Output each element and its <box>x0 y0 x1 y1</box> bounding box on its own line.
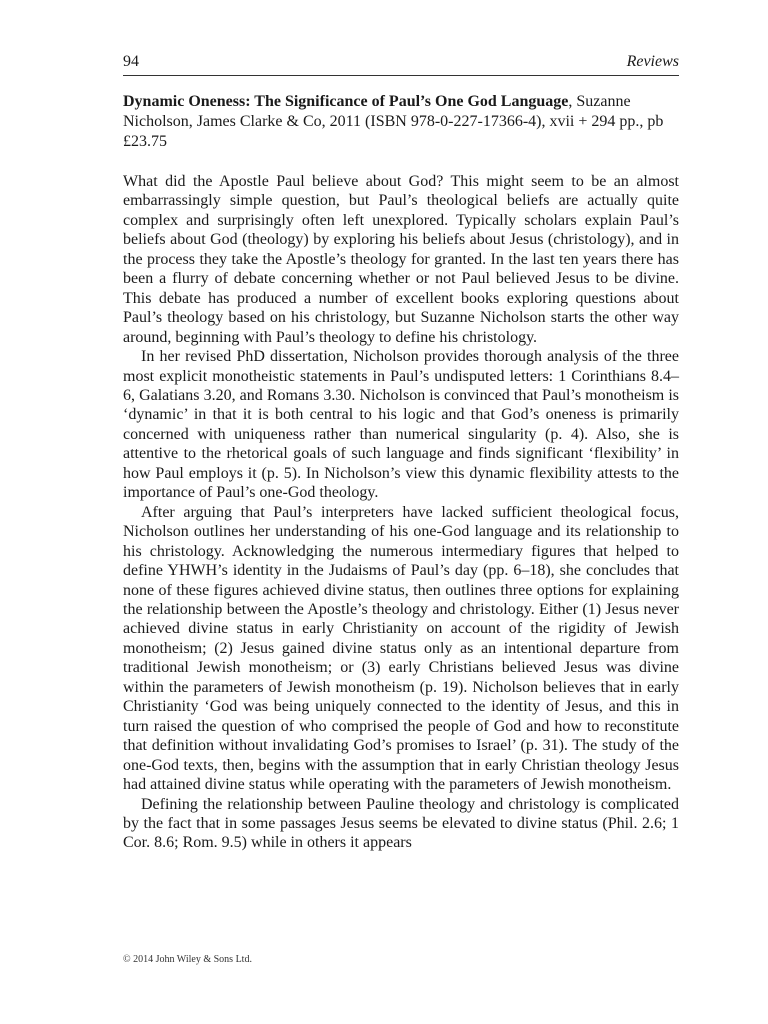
running-head <box>123 52 679 76</box>
page-number: 94 <box>123 53 139 70</box>
paragraph: What did the Apostle Paul believe about God? This might seem to be an almost embarrassingly simple question, but Paul’s theological beliefs are actually quite complex and surprisingly often left unexplored. Typically scholars explain Paul’s beliefs about God (theology) by exploring his beliefs about Jesus (christology), and in the process they take the Apostle’s theology for granted. In the last ten years there has been a flurry of debate concerning whether or not Paul believed Jesus to be divine. This debate has produced a number of excellent books exploring questions about Paul’s theology based on his christology, but Suzanne Nicholson starts the other way around, beginning with Paul’s theology to define his christology. <box>123 173 679 346</box>
section-title: Reviews <box>626 53 679 70</box>
book-title: Dynamic Oneness: The Significance of Paul’s One God Language <box>123 93 569 110</box>
page-content <box>123 52 679 853</box>
paragraph: Defining the relationship between Pauline theology and christology is complicated by the fact that in some passages Jesus seems be elevated to divine status (Phil. 2.6; 1 Cor. 8.6; Rom. 9.5) while in others it appears <box>123 795 679 852</box>
paragraph: In her revised PhD dissertation, Nicholson provides thorough analysis of the three most explicit monotheistic statements in Paul’s undisputed letters: 1 Corinthians 8.4–6, Galatians 3.20, and Romans 3.30. Nicholson is convinced that Paul’s monotheism is ‘dynamic’ in that it is both central to his logic and that God’s oneness is primarily concerned with uniqueness rather than numerical singularity (p. 4). Also, she is attentive to the rhetorical goals of such language and finds significant ‘flexibility’ in how Paul employs it (p. 5). In Nicholson’s view this dynamic flexibility attests to the importance of Paul’s one-God theology. <box>123 348 679 502</box>
copyright-notice: © 2014 John Wiley & Sons Ltd. <box>123 954 252 965</box>
review-body <box>123 172 679 853</box>
book-citation <box>123 92 679 152</box>
paragraph: After arguing that Paul’s interpreters have lacked sufficient theological focus, Nicholson outlines her understanding of his one-God language and its relationship to his christology. Acknowledging the numerous intermediary figures that helped to define YHWH’s identity in the Judaisms of Paul’s day (pp. 6–18), she concludes that none of these figures achieved divine status, then outlines three options for explaining the relationship between the Apostle’s theology and christology. Either (1) Jesus never achieved divine status in early Christianity on account of the rigidity of Jewish monotheism; (2) Jesus gained divine status only as an intentional departure from traditional Jewish monotheism; or (3) early Christians believed Jesus was divine within the parameters of Jewish monotheism (p. 19). Nicholson believes that in early Christianity ‘God was being uniquely connected to the identity of Jesus, and this in turn raised the question of who comprised the people of God and how to reconstitute that definition without invalidating God’s promises to Israel’ (p. 31). The study of the one-God texts, then, begins with the assumption that in early Christian theology Jesus had attained divine status while operating with the parameters of Jewish monotheism. <box>123 503 679 794</box>
book-details: , Suzanne Nicholson, James Clarke & Co, 2011 (ISBN 978-0-227-17366-4), xvii + 294 pp., pb £23.75 <box>123 93 664 150</box>
